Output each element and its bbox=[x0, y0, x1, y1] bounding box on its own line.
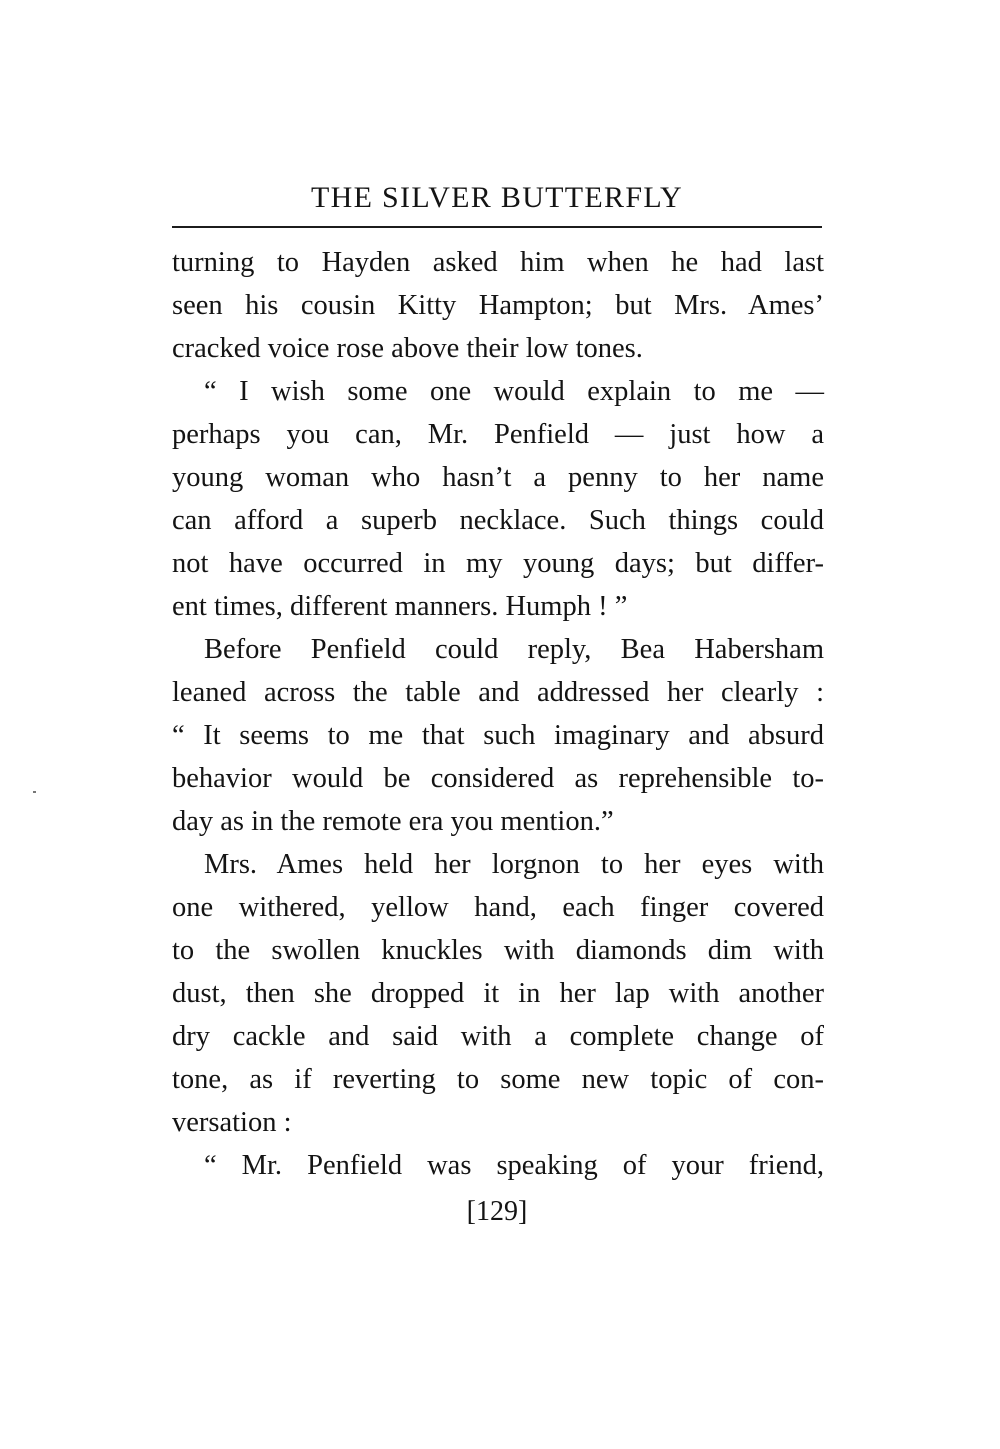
text-line: ent times, different manners. Humph ! ” bbox=[172, 591, 628, 622]
text-line: can afford a superb necklace. Such things could bbox=[172, 505, 824, 536]
text-line: “ Mr. Penfield was speaking of your friend, bbox=[204, 1150, 824, 1181]
text-line: “ It seems to me that such imaginary and absurd bbox=[172, 720, 824, 751]
text-line: cracked voice rose above their low tones. bbox=[172, 333, 643, 364]
text-line: “ I wish some one would explain to me — bbox=[204, 376, 824, 407]
body-text bbox=[172, 241, 824, 1187]
text-line: versation : bbox=[172, 1107, 292, 1138]
running-head-title: THE SILVER BUTTERFLY bbox=[311, 181, 683, 214]
text-line: perhaps you can, Mr. Penfield — just how a bbox=[172, 419, 824, 450]
text-line: tone, as if reverting to some new topic of con- bbox=[172, 1064, 824, 1095]
text-line: behavior would be considered as reprehensible to- bbox=[172, 763, 824, 794]
text-line: leaned across the table and addressed her clearly : bbox=[172, 677, 824, 708]
page-number: [129] bbox=[466, 1196, 528, 1227]
text-line: dry cackle and said with a complete change of bbox=[172, 1021, 824, 1052]
text-line: dust, then she dropped it in her lap with another bbox=[172, 978, 824, 1009]
header-rule bbox=[172, 226, 822, 228]
text-line: seen his cousin Kitty Hampton; but Mrs. Ames’ bbox=[172, 290, 824, 321]
text-line: Before Penfield could reply, Bea Habersham bbox=[204, 634, 824, 665]
text-line: young woman who hasn’t a penny to her name bbox=[172, 462, 824, 493]
text-line: to the swollen knuckles with diamonds dim with bbox=[172, 935, 824, 966]
text-line: not have occurred in my young days; but differ- bbox=[172, 548, 824, 579]
text-line: turning to Hayden asked him when he had last bbox=[172, 247, 824, 278]
text-line: Mrs. Ames held her lorgnon to her eyes with bbox=[204, 849, 824, 880]
text-line: one withered, yellow hand, each finger covered bbox=[172, 892, 824, 923]
scan-speck bbox=[33, 791, 36, 793]
text-line: day as in the remote era you mention.” bbox=[172, 806, 614, 837]
